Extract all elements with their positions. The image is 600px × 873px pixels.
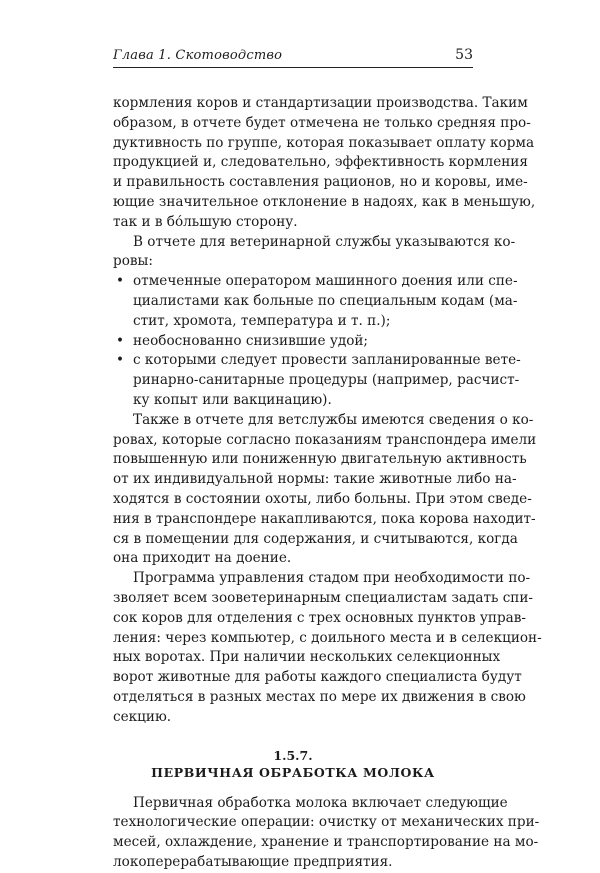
bullet-list <box>113 272 521 411</box>
text-line: Также в отчете для ветслужбы имеются сведения о ко- <box>133 411 534 428</box>
text-line: отделяться в разных местах по мере их движения в свою <box>113 688 526 705</box>
paragraph-3 <box>113 411 537 569</box>
text-line: ления: через компьютер, с доильного места и в селекцион- <box>113 629 542 646</box>
paragraph-4 <box>113 569 542 727</box>
text-line: стит, хромота, температура и т. п.); <box>133 312 391 329</box>
text-line: циалистами как больные по специальным кодам (ма- <box>133 292 518 309</box>
text-line: секцию. <box>113 708 172 725</box>
page-number: 53 <box>455 47 473 63</box>
text-line: ся в помещении для содержания, и считываются, когда <box>113 530 518 547</box>
text-line: Программа управления стадом при необходимости по- <box>133 570 531 587</box>
text-line: она приходит на доение. <box>113 550 292 567</box>
text-line: ровы: <box>113 253 153 270</box>
page-body <box>113 94 542 873</box>
paragraph-5 <box>113 794 540 873</box>
text-line: ворот животные для работы каждого специалиста будут <box>113 669 522 686</box>
text-line: В отчете для ветеринарной службы указываются ко- <box>133 233 516 250</box>
text-line: от их индивидуальной нормы: такие животные либо на- <box>113 471 517 488</box>
section-title: ПЕРВИЧНАЯ ОБРАБОТКА МОЛОКА <box>151 764 435 780</box>
text-line: зволяет всем зооветеринарным специалистам задать спи- <box>113 589 534 606</box>
text-line: продукцией и, следовательно, эффективность кормления <box>113 154 528 171</box>
bullet-item <box>113 332 473 352</box>
text-line: • с которыми следует провести запланированные вете- <box>113 351 473 371</box>
paragraph-2 <box>113 233 516 273</box>
text-line: сок коров для отделения с трех основных пунктов управ- <box>113 609 527 626</box>
text-line: локоперерабатывающие предприятия. <box>113 853 393 870</box>
section-number: 1.5.7. <box>273 747 313 763</box>
text-line: ющие значительное отклонение в надоях, как в меньшую, <box>113 193 536 210</box>
text-line: • необоснованно снизившие удой; <box>113 332 473 352</box>
text-line: технологические операции: очистку от механических при- <box>113 814 540 831</box>
header-rule <box>113 67 473 68</box>
chapter-title: Глава 1. Скотоводство <box>113 48 283 63</box>
text-line: ку копыт или вакцинацию). <box>133 391 332 408</box>
text-line: ных воротах. При наличии нескольких селекционных <box>113 649 501 666</box>
spacer <box>113 728 473 747</box>
text-line: ния в транспондере накапливаются, пока корова находит- <box>113 510 536 527</box>
text-line: так и в бо́льшую сторону. <box>113 213 298 230</box>
text-line: месей, охлаждение, хранение и транспортирование на мо- <box>113 834 539 851</box>
running-head <box>113 46 473 66</box>
text-line: образом, в отчете будет отмечена не только средняя про- <box>113 114 531 131</box>
text-line: повышенную или пониженную двигательную активность <box>113 451 527 468</box>
bullet-item <box>113 351 521 410</box>
paragraph-1 <box>113 94 536 233</box>
text-line: ходятся в состоянии охоты, либо больны. При этом сведе- <box>113 490 532 507</box>
text-line: кормления коров и стандартизации производства. Таким <box>113 95 528 111</box>
text-line: • отмеченные оператором машинного доения или спе- <box>113 272 473 292</box>
spacer <box>113 784 473 794</box>
text-line: дуктивность по группе, которая показывает оплату корма <box>113 134 535 151</box>
text-line: ринарно-санитарные процедуры (например, расчист- <box>133 372 520 389</box>
text-line: ровах, которые согласно показаниям транспондера имели <box>113 431 537 448</box>
text-line: и правильность составления рационов, но и коровы, име- <box>113 174 528 191</box>
text-line: Первичная обработка молока включает следующие <box>133 794 508 811</box>
bullet-item <box>113 272 518 331</box>
